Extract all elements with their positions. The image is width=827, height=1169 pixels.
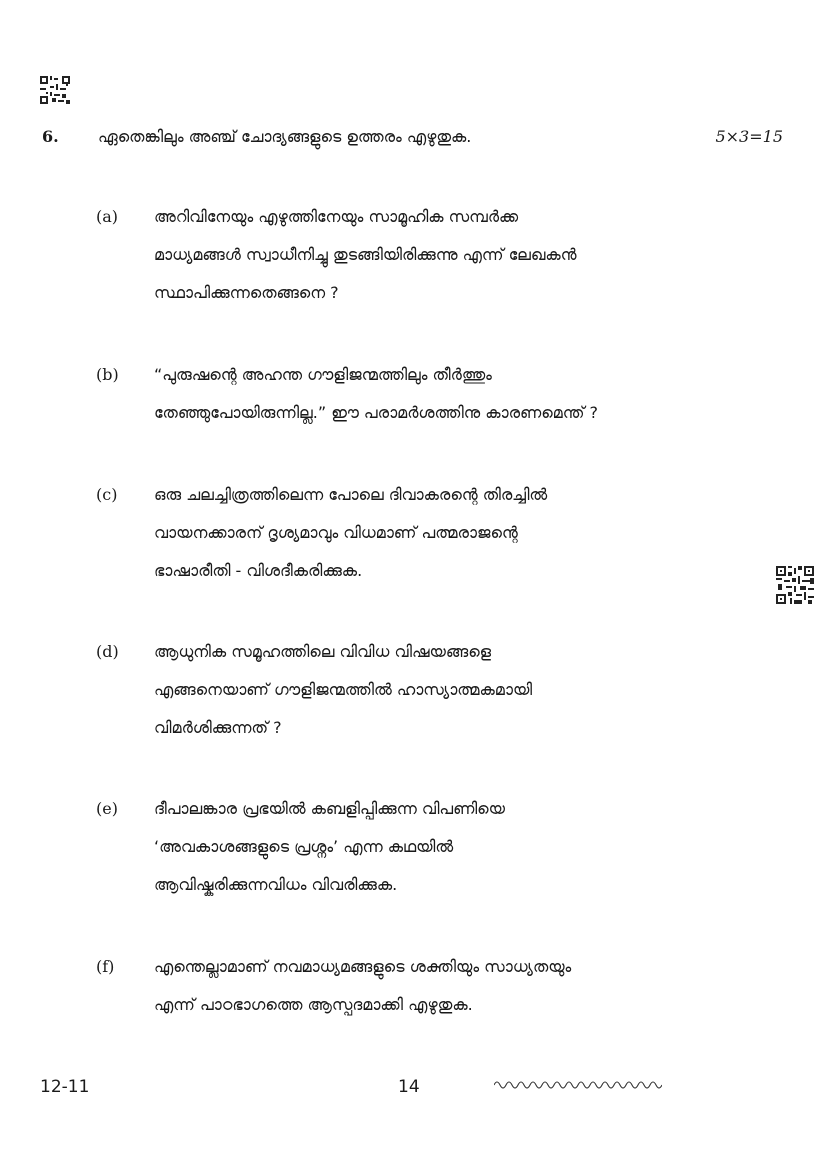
subquestion-line: എന്തെല്ലാമാണ് നവമാധ്യമങ്ങളുടെ ശക്തിയും സാധ്യതയും	[154, 957, 572, 976]
page-number: 14	[398, 1077, 420, 1097]
subquestion-label: (a)	[96, 207, 119, 226]
qr-code-icon	[776, 566, 814, 604]
paper-code: 12-11	[40, 1077, 90, 1097]
question-number: 6.	[42, 127, 59, 146]
wavy-line-icon	[494, 1078, 662, 1092]
subquestion-line: എന്ന് പാഠഭാഗത്തെ ആസ്പദമാക്കി എഴുതുക.	[154, 995, 473, 1014]
subquestion-line: തേഞ്ഞുപോയിരുന്നില്ല.” ഈ പരാമർശത്തിനു കാരണമെന്ത് ?	[154, 403, 599, 422]
subquestion-line: ‘അവകാശങ്ങളുടെ പ്രശ്നം’ എന്ന കഥയിൽ	[154, 837, 454, 856]
subquestion-line: അറിവിനേയും എഴുത്തിനേയും സാമൂഹിക സമ്പർക്ക	[154, 207, 519, 226]
subquestion-label: (e)	[96, 799, 118, 818]
subquestion-line: ആധുനിക സമൂഹത്തിലെ വിവിധ വിഷയങ്ങളെ	[154, 642, 492, 661]
subquestion-label: (d)	[96, 642, 119, 661]
question-instruction: ഏതെങ്കിലും അഞ്ച് ചോദ്യങ്ങളുടെ ഉത്തരം എഴുതുക.	[98, 127, 472, 146]
subquestion-label: (c)	[96, 485, 118, 504]
subquestion-label: (b)	[96, 365, 119, 384]
subquestion-label: (f)	[96, 957, 115, 976]
question-marks: 5×3=15	[715, 127, 783, 146]
qr-code-icon	[40, 76, 70, 104]
subquestion-line: ദീപാലങ്കാര പ്രഭയിൽ കബളിപ്പിക്കുന്ന വിപണിയെ	[154, 799, 505, 818]
subquestion-line: ആവിഷ്കരിക്കുന്നവിധം വിവരിക്കുക.	[154, 875, 398, 894]
subquestion-line: വിമർശിക്കുന്നത് ?	[154, 718, 282, 737]
subquestion-line: ഒരു ചലച്ചിത്രത്തിലെന്ന പോലെ ദിവാകരന്റെ തിരച്ചിൽ	[154, 485, 548, 504]
subquestion-line: എങ്ങനെയാണ് ഗൗളിജന്മത്തിൽ ഹാസ്യാത്മകമായി	[154, 680, 533, 699]
subquestion-line: വായനക്കാരന് ദൃശ്യമാവും വിധമാണ് പത്മരാജന്റെ	[154, 523, 518, 542]
subquestion-line: സ്ഥാപിക്കുന്നതെങ്ങനെ ?	[154, 283, 339, 302]
subquestion-line: ഭാഷാരീതി - വിശദീകരിക്കുക.	[154, 561, 363, 580]
subquestion-line: മാധ്യമങ്ങൾ സ്വാധീനിച്ചു തുടങ്ങിയിരിക്കുന്നു എന്ന് ലേഖകൻ	[154, 245, 577, 264]
subquestion-line: “പുരുഷന്റെ അഹന്ത ഗൗളിജന്മത്തിലും തീർത്തും	[154, 365, 492, 384]
